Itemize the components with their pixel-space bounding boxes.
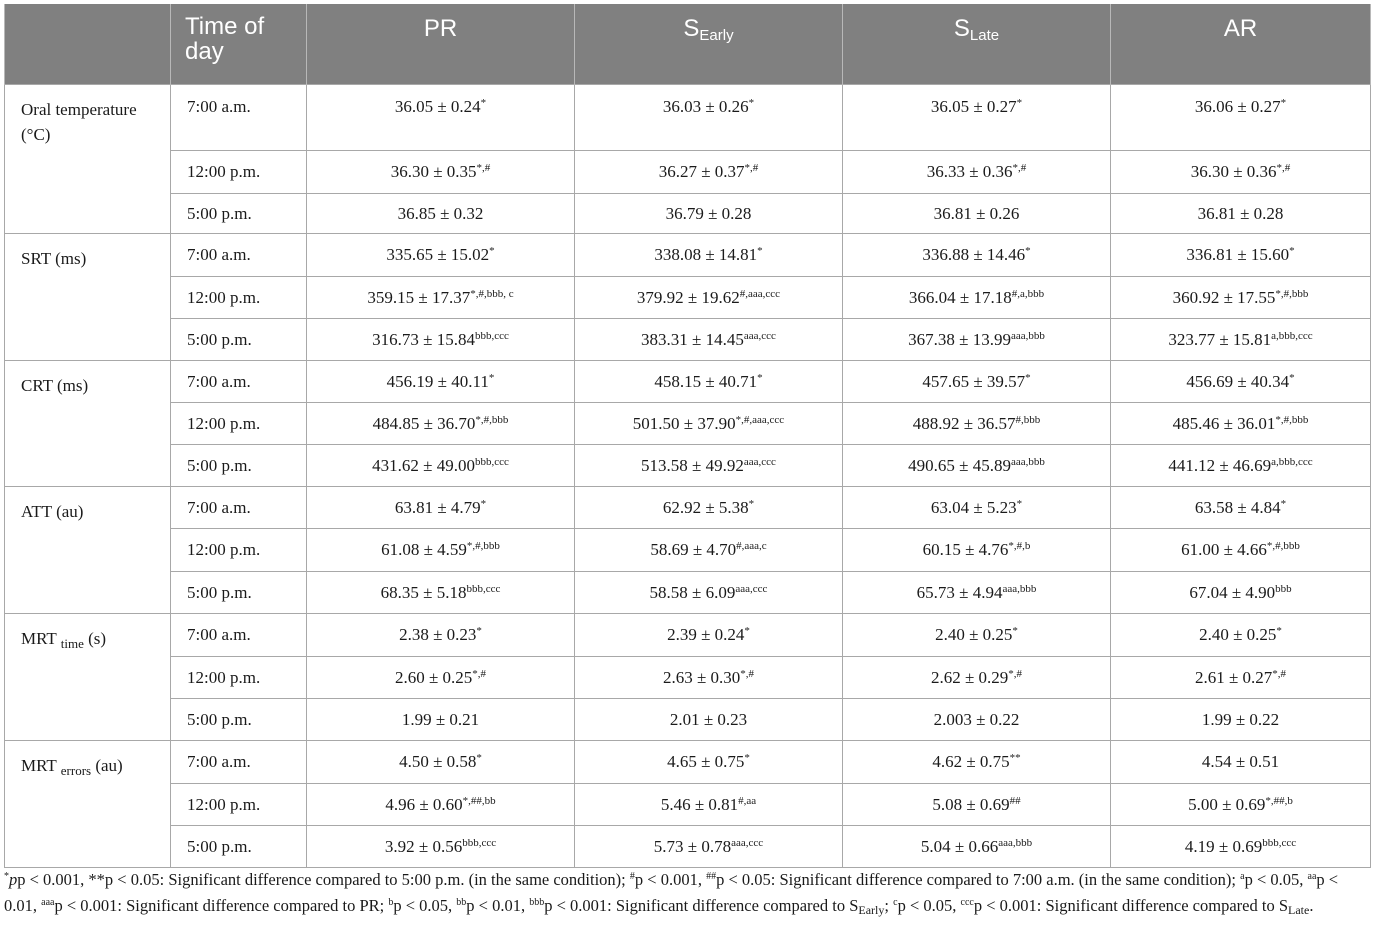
significance-marker: * xyxy=(1016,97,1023,109)
mean-sd-value: 336.81 ± 15.60 xyxy=(1186,245,1290,264)
mean-sd-value: 456.19 ± 40.11 xyxy=(386,371,489,391)
mean-sd-value: 336.88 ± 14.46 xyxy=(922,245,1026,264)
table-row xyxy=(5,445,1371,487)
mean-sd-value: 36.81 ± 0.26 xyxy=(933,203,1020,223)
significance-marker: * xyxy=(480,497,487,510)
mean-sd-value: 2.01 ± 0.23 xyxy=(669,709,748,729)
mean-sd-value: 36.27 ± 0.37 xyxy=(658,162,745,181)
significance-marker: * xyxy=(1025,371,1031,384)
mean-sd-value: 359.15 ± 17.37 xyxy=(367,287,471,307)
results-table xyxy=(4,4,1371,868)
time-of-day-cell: 5:00 p.m. xyxy=(171,699,307,741)
value-cell xyxy=(1111,361,1371,403)
significance-marker: *,# xyxy=(476,162,491,174)
value-cell xyxy=(1111,699,1371,741)
value-cell xyxy=(575,234,843,277)
mean-sd-value: 488.92 ± 36.57 xyxy=(912,413,1016,433)
mean-sd-value: 2.62 ± 0.29 xyxy=(930,667,1009,687)
value-cell xyxy=(307,784,575,826)
value-cell xyxy=(307,614,575,657)
value-cell xyxy=(575,277,843,319)
mean-sd-value: 36.85 ± 0.32 xyxy=(397,203,484,223)
significance-marker: *,##,bb xyxy=(462,794,496,807)
value-cell xyxy=(307,529,575,572)
mean-sd-value: 323.77 ± 15.81 xyxy=(1168,329,1272,349)
significance-marker: aaa,bbb xyxy=(1002,582,1037,595)
time-of-day-cell: 5:00 p.m. xyxy=(171,319,307,361)
significance-marker: * xyxy=(476,752,482,764)
value-cell xyxy=(307,361,575,403)
significance-marker: *,# xyxy=(1012,162,1027,174)
value-cell xyxy=(1111,741,1371,784)
significance-marker: aaa,bbb xyxy=(1010,455,1045,468)
significance-marker: *,# xyxy=(1276,162,1291,174)
significance-marker: bbb,ccc xyxy=(1262,836,1297,849)
value-cell xyxy=(575,572,843,614)
mean-sd-value: 36.03 ± 0.26 xyxy=(662,97,749,116)
header-searly: $S_{Early}$ xyxy=(575,4,843,85)
significance-marker: bbb,ccc xyxy=(462,836,497,849)
mean-sd-value: 58.69 ± 4.70 xyxy=(650,540,737,559)
table-row xyxy=(5,614,1371,657)
measure-label: CRT (ms) xyxy=(5,361,171,487)
table-row xyxy=(5,194,1371,234)
time-of-day-cell: 5:00 p.m. xyxy=(171,445,307,487)
significance-marker: * xyxy=(748,97,755,109)
mean-sd-value: 5.00 ± 0.69 xyxy=(1188,794,1266,814)
header-ar: AR xyxy=(1111,4,1371,85)
mean-sd-value: 5.73 ± 0.78 xyxy=(653,836,732,856)
time-of-day-cell: 7:00 a.m. xyxy=(171,234,307,277)
time-of-day-cell: 7:00 a.m. xyxy=(171,487,307,529)
mean-sd-value: 490.65 ± 45.89 xyxy=(908,455,1011,475)
time-of-day-cell: 7:00 a.m. xyxy=(171,741,307,784)
measure-label: Oral temperature (°C) xyxy=(5,85,171,234)
significance-marker: aaa,bbb xyxy=(998,836,1033,849)
value-cell xyxy=(307,445,575,487)
value-cell xyxy=(307,699,575,741)
mean-sd-value: 36.81 ± 0.28 xyxy=(1197,203,1284,223)
significance-marker: #,bbb xyxy=(1015,413,1041,426)
value-cell xyxy=(307,403,575,445)
mean-sd-value: 58.58 ± 6.09 xyxy=(649,582,736,602)
value-cell xyxy=(1111,529,1371,572)
header-time-of-day: Time of day xyxy=(171,4,307,85)
mean-sd-value: 68.35 ± 5.18 xyxy=(380,582,467,602)
significance-marker: * xyxy=(1289,371,1295,384)
mean-sd-value: 36.30 ± 0.35 xyxy=(390,162,477,181)
value-cell xyxy=(307,234,575,277)
value-cell xyxy=(307,657,575,699)
significance-marker: aaa,bbb xyxy=(1010,329,1045,342)
value-cell xyxy=(1111,234,1371,277)
mean-sd-value: 2.40 ± 0.25 xyxy=(1199,625,1277,644)
value-cell xyxy=(843,319,1111,361)
significance-marker: bbb xyxy=(1275,582,1292,595)
mean-sd-value: 63.81 ± 4.79 xyxy=(394,497,481,517)
value-cell xyxy=(843,445,1111,487)
mean-sd-value: 484.85 ± 36.70 xyxy=(372,413,476,433)
mean-sd-value: 458.15 ± 40.71 xyxy=(654,371,758,391)
value-cell xyxy=(843,572,1111,614)
mean-sd-value: 4.62 ± 0.75 xyxy=(932,752,1010,771)
measure-label: ATT (au) xyxy=(5,487,171,614)
significance-marker: a,bbb,ccc xyxy=(1271,455,1313,468)
mean-sd-value: 36.05 ± 0.24 xyxy=(394,97,481,116)
value-cell xyxy=(575,487,843,529)
mean-sd-value: 60.15 ± 4.76 xyxy=(922,540,1009,559)
significance-marker: #,aaa,c xyxy=(736,540,767,552)
mean-sd-value: 36.06 ± 0.27 xyxy=(1194,97,1281,116)
table-row xyxy=(5,361,1371,403)
mean-sd-value: 431.62 ± 49.00 xyxy=(372,455,475,475)
significance-marker: #,a,bbb xyxy=(1011,287,1045,300)
value-cell xyxy=(575,445,843,487)
significance-marker: aaa,ccc xyxy=(731,836,764,849)
mean-sd-value: 366.04 ± 17.18 xyxy=(908,287,1012,307)
value-cell xyxy=(843,85,1111,151)
value-cell xyxy=(307,487,575,529)
mean-sd-value: 457.65 ± 39.57 xyxy=(922,371,1026,391)
header-empty-cell xyxy=(5,4,171,85)
mean-sd-value: 4.19 ± 0.69 xyxy=(1184,836,1263,856)
value-cell xyxy=(575,319,843,361)
measure-label: MRT $_{errors}$ (au) xyxy=(5,741,171,868)
value-cell xyxy=(575,194,843,234)
significance-marker: * xyxy=(744,625,750,637)
significance-marker: * xyxy=(748,497,755,510)
significance-marker: * xyxy=(1016,497,1023,510)
value-cell xyxy=(307,194,575,234)
significance-marker: *,# xyxy=(1008,667,1023,680)
mean-sd-value: 4.54 ± 0.51 xyxy=(1201,752,1280,771)
value-cell xyxy=(575,85,843,151)
significance-marker: *,#,bbb xyxy=(1266,540,1300,552)
mean-sd-value: 1.99 ± 0.22 xyxy=(1201,709,1280,729)
value-cell xyxy=(843,826,1111,868)
mean-sd-value: 456.69 ± 40.34 xyxy=(1186,371,1290,391)
significance-marker: *,#,bbb xyxy=(466,540,500,552)
mean-sd-value: 338.08 ± 14.81 xyxy=(654,245,758,264)
significance-marker: * xyxy=(757,245,763,257)
value-cell xyxy=(575,741,843,784)
value-cell xyxy=(1111,277,1371,319)
mean-sd-value: 61.00 ± 4.66 xyxy=(1181,540,1267,559)
mean-sd-value: 335.65 ± 15.02 xyxy=(386,245,490,264)
table-row xyxy=(5,784,1371,826)
table-row xyxy=(5,151,1371,194)
significance-marker: *,#,bbb, c xyxy=(470,287,514,300)
value-cell xyxy=(1111,784,1371,826)
significance-marker: * xyxy=(1276,625,1282,637)
value-cell xyxy=(575,403,843,445)
value-cell xyxy=(843,529,1111,572)
significance-marker: * xyxy=(480,97,487,109)
value-cell xyxy=(843,614,1111,657)
mean-sd-value: 441.12 ± 46.69 xyxy=(1168,455,1272,475)
mean-sd-value: 2.40 ± 0.25 xyxy=(935,625,1013,644)
mean-sd-value: 2.63 ± 0.30 xyxy=(662,667,741,687)
mean-sd-value: 383.31 ± 14.45 xyxy=(641,329,744,349)
mean-sd-value: 485.46 ± 36.01 xyxy=(1172,413,1276,433)
table-body xyxy=(5,85,1371,868)
measure-label: MRT $_{time}$ (s) xyxy=(5,614,171,741)
value-cell xyxy=(575,826,843,868)
time-of-day-cell: 7:00 a.m. xyxy=(171,85,307,151)
significance-marker: *,#,bbb xyxy=(475,413,509,426)
value-cell xyxy=(1111,614,1371,657)
value-cell xyxy=(575,699,843,741)
time-of-day-cell: 5:00 p.m. xyxy=(171,572,307,614)
value-cell xyxy=(843,151,1111,194)
significance-marker: *,##,b xyxy=(1265,794,1293,807)
time-of-day-cell: 12:00 p.m. xyxy=(171,657,307,699)
time-of-day-cell: 12:00 p.m. xyxy=(171,151,307,194)
table-row xyxy=(5,487,1371,529)
mean-sd-value: 67.04 ± 4.90 xyxy=(1189,582,1276,602)
mean-sd-value: 1.99 ± 0.21 xyxy=(401,709,480,729)
value-cell xyxy=(1111,445,1371,487)
value-cell xyxy=(575,614,843,657)
table-row xyxy=(5,234,1371,277)
mean-sd-value: 513.58 ± 49.92 xyxy=(641,455,744,475)
significance-marker: * xyxy=(489,245,495,257)
mean-sd-value: 5.08 ± 0.69 xyxy=(932,794,1010,814)
value-cell xyxy=(1111,826,1371,868)
table-row xyxy=(5,657,1371,699)
time-of-day-cell: 12:00 p.m. xyxy=(171,529,307,572)
time-of-day-cell: 7:00 a.m. xyxy=(171,614,307,657)
value-cell xyxy=(1111,151,1371,194)
value-cell xyxy=(843,487,1111,529)
value-cell xyxy=(843,741,1111,784)
table-row xyxy=(5,85,1371,151)
value-cell xyxy=(575,784,843,826)
significance-marker: * xyxy=(1280,497,1287,510)
mean-sd-value: 63.04 ± 5.23 xyxy=(930,497,1017,517)
significance-marker: * xyxy=(1012,625,1018,637)
mean-sd-value: 36.30 ± 0.36 xyxy=(1190,162,1277,181)
significance-marker: bbb,ccc xyxy=(474,455,509,468)
value-cell xyxy=(1111,85,1371,151)
mean-sd-value: 36.33 ± 0.36 xyxy=(926,162,1013,181)
significance-marker: bbb,ccc xyxy=(474,329,509,342)
significance-marker: a,bbb,ccc xyxy=(1271,329,1313,342)
value-cell xyxy=(1111,572,1371,614)
mean-sd-value: 36.05 ± 0.27 xyxy=(930,97,1017,116)
significance-marker: *,#,aaa,ccc xyxy=(735,413,785,426)
significance-marker: bbb,ccc xyxy=(466,582,501,595)
value-cell xyxy=(1111,403,1371,445)
mean-sd-value: 367.38 ± 13.99 xyxy=(908,329,1011,349)
table-row xyxy=(5,403,1371,445)
table-row xyxy=(5,826,1371,868)
header-slate: $S_{Late}$ xyxy=(843,4,1111,85)
mean-sd-value: 2.60 ± 0.25 xyxy=(394,667,473,687)
mean-sd-value: 2.003 ± 0.22 xyxy=(933,709,1020,729)
time-of-day-cell: 12:00 p.m. xyxy=(171,784,307,826)
value-cell xyxy=(575,151,843,194)
significance-marker: * xyxy=(488,371,495,384)
mean-sd-value: 2.38 ± 0.23 xyxy=(399,625,477,644)
table-row xyxy=(5,277,1371,319)
mean-sd-value: 63.58 ± 4.84 xyxy=(1194,497,1281,517)
significance-marker: *,# xyxy=(740,667,755,680)
mean-sd-value: 316.73 ± 15.84 xyxy=(372,329,475,349)
significance-marker: *,# xyxy=(472,667,487,680)
mean-sd-value: 379.92 ± 19.62 xyxy=(636,287,740,307)
value-cell xyxy=(843,361,1111,403)
significance-marker: *,# xyxy=(744,162,759,174)
significance-marker: *,#,b xyxy=(1008,540,1031,552)
significance-marker: ## xyxy=(1009,794,1021,807)
value-cell xyxy=(307,572,575,614)
value-cell xyxy=(307,826,575,868)
mean-sd-value: 4.50 ± 0.58 xyxy=(399,752,477,771)
significance-marker: *,# xyxy=(1272,667,1287,680)
mean-sd-value: 5.04 ± 0.66 xyxy=(920,836,999,856)
mean-sd-value: 5.46 ± 0.81 xyxy=(660,794,739,814)
table-row xyxy=(5,529,1371,572)
value-cell xyxy=(1111,194,1371,234)
time-of-day-cell: 7:00 a.m. xyxy=(171,361,307,403)
significance-marker: * xyxy=(1289,245,1295,257)
value-cell xyxy=(843,403,1111,445)
value-cell xyxy=(307,85,575,151)
value-cell xyxy=(1111,487,1371,529)
significance-marker: #,aaa,ccc xyxy=(739,287,781,300)
mean-sd-value: 4.65 ± 0.75 xyxy=(667,752,745,771)
value-cell xyxy=(575,529,843,572)
value-cell xyxy=(843,784,1111,826)
table-row xyxy=(5,319,1371,361)
value-cell xyxy=(843,234,1111,277)
mean-sd-value: 360.92 ± 17.55 xyxy=(1172,287,1276,307)
header-row xyxy=(5,4,1371,85)
value-cell xyxy=(1111,657,1371,699)
mean-sd-value: 2.39 ± 0.24 xyxy=(667,625,745,644)
mean-sd-value: 65.73 ± 4.94 xyxy=(916,582,1003,602)
mean-sd-value: 2.61 ± 0.27 xyxy=(1194,667,1273,687)
table-row xyxy=(5,741,1371,784)
mean-sd-value: 61.08 ± 4.59 xyxy=(381,540,467,559)
time-of-day-cell: 5:00 p.m. xyxy=(171,194,307,234)
significance-marker: * xyxy=(744,752,750,764)
value-cell xyxy=(843,194,1111,234)
significance-marker: *,#,bbb xyxy=(1275,287,1309,300)
value-cell xyxy=(307,319,575,361)
table-row xyxy=(5,699,1371,741)
mean-sd-value: 36.79 ± 0.28 xyxy=(665,203,752,223)
measure-label: SRT (ms) xyxy=(5,234,171,361)
significance-marker: * xyxy=(1280,97,1287,109)
value-cell xyxy=(307,151,575,194)
value-cell xyxy=(307,741,575,784)
significance-marker: ** xyxy=(1009,752,1021,764)
significance-marker: aaa,ccc xyxy=(743,455,776,468)
significance-marker: * xyxy=(757,371,763,384)
value-cell xyxy=(575,361,843,403)
significance-marker: * xyxy=(476,625,482,637)
significance-marker: *,#,bbb xyxy=(1275,413,1309,426)
time-of-day-cell: 5:00 p.m. xyxy=(171,826,307,868)
value-cell xyxy=(575,657,843,699)
mean-sd-value: 501.50 ± 37.90 xyxy=(632,413,736,433)
mean-sd-value: 62.92 ± 5.38 xyxy=(662,497,749,517)
header-pr: PR xyxy=(307,4,575,85)
table-row xyxy=(5,572,1371,614)
mean-sd-value: 4.96 ± 0.60 xyxy=(385,794,463,814)
significance-marker: #,aa xyxy=(738,794,757,807)
significance-marker: aaa,ccc xyxy=(735,582,768,595)
value-cell xyxy=(307,277,575,319)
significance-marker: * xyxy=(1025,245,1031,257)
table-footnote: *pp < 0.001, **p < 0.05: Significant difference compared to 5:00 p.m. (in the same condition); #p < 0.001, ##p < 0.05: Significant difference compared to 7:00 a.m. (in the same condition); $^a$p < 0.05, $^{aa}$p < 0.01, $^{aaa}$p < 0.001: Significant difference compared to PR; $^b$p < 0.05, $^{bb}$p < 0.01, $^{bbb}$p < 0.001: Significant difference compared to SEarly; $^c$p < 0.05, $^{ccc}$p < 0.001: Significant difference compared to SLate. xyxy=(4,870,1339,917)
value-cell xyxy=(1111,319,1371,361)
time-of-day-cell: 12:00 p.m. xyxy=(171,403,307,445)
value-cell xyxy=(843,657,1111,699)
value-cell xyxy=(843,699,1111,741)
value-cell xyxy=(843,277,1111,319)
time-of-day-cell: 12:00 p.m. xyxy=(171,277,307,319)
mean-sd-value: 3.92 ± 0.56 xyxy=(384,836,463,856)
significance-marker: aaa,ccc xyxy=(743,329,776,342)
